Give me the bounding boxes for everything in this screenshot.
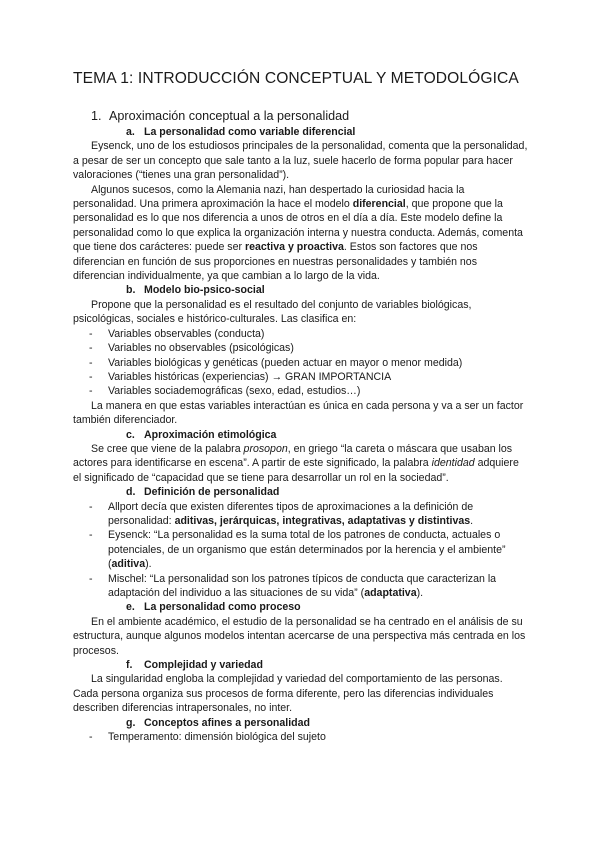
list-item-text: Variables sociademográficas (sexo, edad, estudios…) — [108, 385, 361, 398]
section-1-heading — [91, 108, 528, 125]
text-run: ). — [416, 587, 424, 599]
list-item — [73, 500, 528, 529]
text-run: Algunos sucesos, como la Alemania nazi, han despertado la curiosidad hacia la personalidad. Una primera aproximación la hace el modelo — [73, 183, 465, 211]
bold-term: aditiva — [111, 558, 146, 571]
bold-term: aditivas, jerárquicas, integrativas, adaptativas y distintivas — [174, 514, 471, 527]
subsection-b-letter: b. — [126, 284, 136, 297]
subsection-d-title: Definición de personalidad — [144, 486, 280, 499]
subsection-c-title: Aproximación etimológica — [144, 428, 277, 441]
section-1-title: Aproximación conceptual a la personalidad — [109, 109, 350, 123]
text-run: ). — [145, 558, 152, 571]
subsection-f-title: Complejidad y variedad — [144, 659, 263, 672]
dash-marker: - — [89, 500, 93, 513]
subsection-b-title: Modelo bio-psico-social — [144, 284, 265, 297]
related-concepts-list — [73, 730, 528, 744]
list-item-text: Variables observables (conducta) — [108, 327, 265, 340]
subsection-b-heading — [73, 283, 528, 297]
subsection-a-title: La personalidad como variable diferencial — [144, 126, 356, 138]
text-run: Mischel: “La personalidad son los patrones típicos de conducta que caracterizan la adaptación del individuo a las situaciones de su vida” ( — [108, 572, 497, 599]
variables-list — [73, 327, 528, 399]
subsection-a-paragraph-1: Eysenck, uno de los estudiosos principales de la personalidad, comenta que la personalidad, a pesar de ser un concepto que sale tanto a la luz, suele hacerlo de forma popular para hacer valoraciones (“tienes una gran personalidad”). — [73, 140, 528, 182]
list-item — [73, 730, 528, 744]
subsection-e-paragraph: En el ambiente académico, el estudio de la personalidad se ha centrado en el análisis de su estructura, aunque algunos modelos intentan acercarse de una perspectiva más centrada en los procesos. — [73, 615, 526, 657]
dash-marker: - — [89, 370, 93, 383]
subsection-g-letter: g. — [126, 716, 136, 729]
text-run: adquiere el significado de “capacidad que se tiene para desarrollar un rol en la sociedad”. — [73, 457, 519, 484]
list-item — [73, 327, 528, 341]
subsection-b-paragraph-2: La manera en que estas variables interactúan es única en cada persona y va a ser un factor también diferenciador. — [73, 399, 524, 427]
dash-marker: - — [89, 529, 93, 542]
subsection-d-heading — [73, 485, 528, 499]
dash-marker: - — [89, 327, 93, 340]
subsection-c-heading — [73, 428, 528, 442]
text-run: Se cree que viene de la palabra — [91, 442, 244, 455]
subsection-e-letter: e. — [126, 601, 135, 614]
subsection-a-paragraph-2 — [73, 183, 528, 284]
text-run: Eysenck: “La personalidad es la suma total de los patrones de conducta, actuales o potenciales, de un organismo que están determinados por la herencia y el ambiente” ( — [108, 529, 506, 571]
document-title: TEMA 1: INTRODUCCIÓN CONCEPTUAL Y METODOLÓGICA — [73, 70, 519, 87]
text-run: . — [470, 514, 474, 527]
list-item — [73, 528, 528, 571]
italic-term: prosopon — [243, 442, 288, 455]
text-run: . Estos son factores que nos diferencian en función de sus proporciones en nuestras personalidades y también nos diferencian individualmente, ya que cambian a lo largo de la vida. — [73, 241, 478, 283]
dash-marker: - — [89, 356, 93, 369]
list-item-text: Variables históricas (experiencias) → GRAN IMPORTANCIA — [108, 370, 392, 383]
text-run: , que propone que la personalidad es lo que nos diferencia a unos de otros en el día a día. Este modelo define la personalidad como lo que explica la organización interna y nuestra conducta. Además, comenta que tiene dos carácteres: puede ser — [73, 198, 523, 254]
subsection-d-letter: d. — [126, 486, 136, 499]
subsection-e-heading — [73, 600, 528, 614]
text-run: Allport decía que existen diferentes tipos de aproximaciones a la definición de personalidad: — [108, 500, 474, 527]
list-item — [73, 370, 528, 384]
definitions-list — [73, 500, 528, 601]
dash-marker: - — [89, 731, 93, 744]
subsection-f-paragraph: La singularidad engloba la complejidad y variedad del comportamiento de las personas. Cada persona organiza sus procesos de forma diferente, pero las diferencias individuales describen diferencias intrapersonales, no inter. — [73, 673, 503, 715]
subsection-a-letter: a. — [126, 126, 135, 138]
section-1-number: 1. — [91, 109, 102, 123]
text-run: , en griego “la careta o máscara que usaban los actores para identificarse en escena”. A partir de este significado, la palabra — [73, 442, 513, 470]
subsection-f-letter: f. — [126, 659, 133, 672]
bold-term: reactiva y proactiva — [244, 241, 344, 254]
subsection-c-letter: c. — [126, 428, 135, 441]
subsection-g-heading — [73, 716, 528, 730]
italic-term: identidad — [431, 457, 475, 470]
list-item-text: Temperamento: dimensión biológica del sujeto — [108, 731, 326, 744]
subsection-e-title: La personalidad como proceso — [144, 601, 301, 614]
list-item — [73, 341, 528, 355]
dash-marker: - — [89, 342, 93, 355]
subsection-f-heading — [73, 658, 528, 672]
list-item-text: Variables biológicas y genéticas (pueden actuar en mayor o menor medida) — [108, 356, 463, 369]
subsection-g-title: Conceptos afines a personalidad — [144, 716, 311, 729]
subsection-b-paragraph-1: Propone que la personalidad es el resultado del conjunto de variables biológicas, psicológicas, sociales e histórico-culturales. Las clasifica en: — [73, 298, 472, 326]
subsection-a-heading — [73, 125, 528, 139]
bold-term: diferencial — [352, 198, 406, 211]
subsection-c-paragraph — [73, 442, 528, 485]
document-body — [73, 108, 528, 744]
list-item — [73, 572, 528, 601]
bold-term: adaptativa — [364, 587, 417, 599]
list-item — [73, 384, 528, 398]
dash-marker: - — [89, 572, 93, 585]
dash-marker: - — [89, 385, 93, 398]
list-item — [73, 356, 528, 370]
list-item-text: Variables no observables (psicológicas) — [108, 342, 294, 355]
